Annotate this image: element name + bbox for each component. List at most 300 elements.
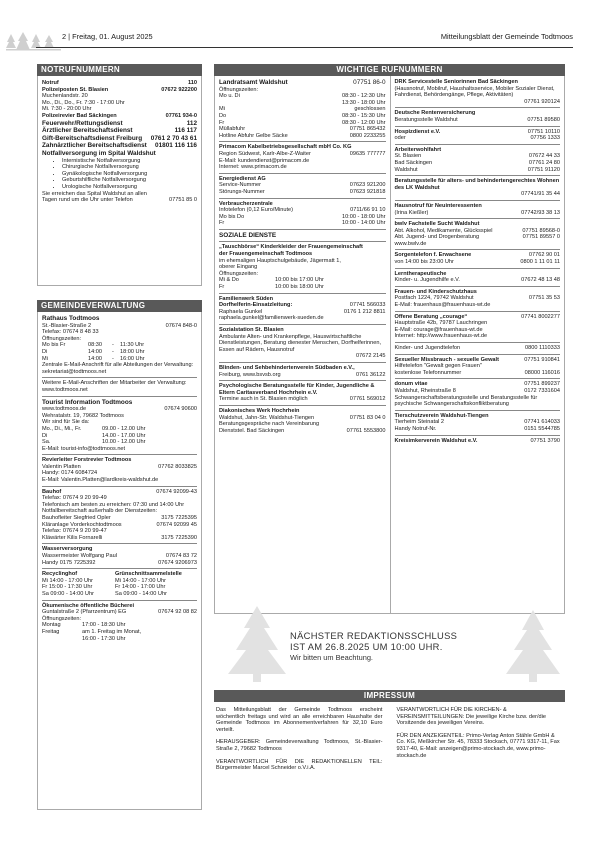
bauhof-contact-label: Telefax: 07674 9 20 99-47 [42, 528, 107, 535]
tauschboerse-location: im ehemaligen Hauptschulgebäude, Jägermatt 1, [219, 257, 341, 264]
rente-office: Beratungsstelle Waldshut [394, 116, 458, 123]
diakon-location: Waldshut, Jahn-Str. Waldshut-Tiengen [219, 414, 315, 421]
wichtige-left-column [215, 76, 390, 613]
primacom-web[interactable]: Internet: www.primacom.de [219, 164, 287, 171]
rathaus-hours-cell: 14:00 [88, 348, 102, 355]
bwlv-label: Abt. Jugend- und Drogenberatung [394, 234, 480, 241]
courage-phone[interactable]: 07741 8002277 [521, 313, 560, 320]
landratsamt-row [219, 93, 386, 100]
buecherei-hours-label: Öffnungszeiten: [42, 615, 82, 622]
spital-phone[interactable]: 07751 85 0 [169, 197, 197, 204]
notruf-row [42, 93, 197, 100]
energie-label: Störungs-Nummer [219, 188, 265, 195]
tourist-title: Tourist Information Todtmoos [42, 398, 133, 406]
rathaus-phone[interactable]: 07674 848-0 [165, 322, 197, 329]
tauschboerse-entrance: oberer Eingang [219, 264, 258, 271]
frauenhaus-email[interactable]: E-Mail: frauenhaus@frauenhaus-wt.de [394, 302, 491, 309]
rathaus-hours-cell: - [112, 355, 114, 362]
drk-text: (Hausnotruf, Mobilruf, Haushaltsservice, Mobiler Sozialer Dienst, Fahrdienst, Behördengänge, Pflege, Aktivitäten) [394, 85, 555, 99]
bauhof-contacts [42, 515, 197, 541]
verbraucher-contacts [219, 207, 386, 227]
notfall-list [42, 158, 197, 191]
sorgentelefon-phone-2[interactable]: 0800 1 11 01 11 [520, 259, 560, 266]
notruf-row [42, 150, 197, 158]
familienwerk-phone-2[interactable]: 0176 1 212 8811 [343, 308, 386, 315]
rathaus-hours-cell: 18:00 Uhr [120, 348, 145, 355]
gruenschnitt-hours: Fr 14:00 - 17:00 Uhr [115, 584, 166, 591]
sozialstation-text: Ambulante Alten- und Krankenpflege, Hauswirtschaftliche Dienstleistungen, Beratung dienester Menschen, Dorfhelferinnen, Essen auf Rädern, Hausnotruf [219, 333, 382, 353]
landratsamt-value: 13:30 - 18:00 Uhr [341, 99, 386, 106]
notruf-label: Zahnärztlicher Bereitschaftsdienst [42, 142, 147, 150]
awo-contacts [395, 153, 561, 173]
hospiz-phone-2[interactable]: 07756 1333 [530, 135, 560, 142]
energie-title: Energiedienst AG [219, 175, 266, 182]
landratsamt-value: geschlossen [354, 106, 386, 113]
page-header [0, 0, 595, 56]
landratsamt-title: Landratsamt Waldshut [219, 79, 288, 86]
tourist-hours-row [42, 433, 197, 440]
notruf-row [42, 80, 197, 87]
wasser-title: Wasserversorgung [42, 546, 93, 553]
familienwerk-title: Familienwerk Süden [219, 295, 274, 302]
bauhof-emergency-label: Notfallbereitschaft außerhalb der Dienstzeiten: [42, 508, 158, 515]
tauschboerse-hours-label: Öffnungszeiten: [219, 270, 259, 277]
impressum-right [397, 707, 564, 778]
buecherei-hours-row [42, 622, 197, 629]
redaktionsschluss-note: Wir bitten um Beachtung. [290, 653, 373, 662]
energie-contacts [219, 182, 386, 195]
rathaus-address: St.-Blasier-Straße 2 [42, 322, 92, 329]
notruf-label: Muchenlandstr. 20 [42, 93, 88, 100]
tauschboerse-hours-row [219, 284, 386, 291]
sorgentelefon-phone[interactable]: 07762 90 01 [528, 252, 560, 259]
impressum-paragraph: Das Mitteilungsblatt der Gemeinde Todtmoos erscheint wöchentlich freitags und wird an alle erreichbaren Haushalte der Gemeinde Todtmoos im Abonnementverfahren für 32,10 Euro verteilt. [216, 707, 383, 733]
notruf-row [42, 87, 197, 94]
notruf-body [37, 76, 202, 286]
buecherei-hours-day: Freitag [42, 628, 60, 635]
landratsamt-value[interactable]: 0800 2233255 [349, 132, 386, 139]
donum-phone-2[interactable]: 0172 7331604 [524, 387, 560, 394]
bauhof-contact-row [42, 535, 197, 542]
courage-web[interactable]: Internet: http://www.frauenhaus-wt.de [394, 333, 488, 340]
gruenschnitt-hours: Sa 09:00 - 14:00 Uhr [115, 590, 167, 597]
courage-email[interactable]: E-Mail: courage@frauenhaus-wt.de [394, 326, 483, 333]
bauhof-contact-row [42, 528, 197, 535]
rathaus-hours-cell: - [112, 348, 114, 355]
sozialstation-phone[interactable]: 07672 2145 [355, 353, 386, 360]
kreisimker-phone[interactable]: 07751 3790 [530, 437, 560, 444]
redaktionsschluss-notice [214, 604, 565, 684]
notruf-number[interactable]: 110 [187, 80, 197, 86]
tourist-web[interactable]: www.todtmoos.de [42, 406, 87, 413]
notruf-label: Notfallversorgung im Spital Waldshut [42, 149, 156, 157]
diakon-note: Beratungsgespräche nach Vereinbarung [219, 421, 320, 428]
tourist-hours-time: 14.00 - 17.00 Uhr [102, 432, 146, 439]
kinder-telefon-label: Kinder- und Jugendtelefon [394, 345, 461, 351]
tourist-hours-day: Di [42, 432, 48, 439]
buecherei-phone[interactable]: 07674 92 08 82 [158, 609, 197, 616]
rathaus-hours-cell: 08:30 [88, 342, 102, 349]
publication-title: Mitteilungsblatt der Gemeinde Todtmoos [440, 32, 573, 41]
redaktionsschluss-title: NÄCHSTER REDAKTIONSSCHLUSS [290, 630, 458, 641]
bwlv-row [395, 234, 561, 241]
page-number-date: 2 | Freitag, 01. August 2025 [62, 32, 153, 41]
hospiz-or: oder [394, 135, 406, 142]
notruf-section [37, 64, 202, 286]
buecherei-hours-day: Montag [42, 622, 61, 629]
verbraucher-label: Fr [219, 220, 225, 227]
recycling-title: Recyclinghof [42, 571, 78, 578]
notfall-list-item: • Gynäkologische Notfallversorgung [62, 171, 197, 178]
tierschutz-row [395, 419, 561, 426]
rathaus-hours-cell: 16:00 Uhr [120, 355, 145, 362]
rathaus-title: Rathaus Todtmoos [42, 315, 100, 322]
impressum-title: IMPRESSUM [214, 690, 565, 702]
bauhof-contact-value[interactable]: 3175 7225395 [161, 515, 197, 522]
drk-title: DRK Servicestelle Seniorinnen Bad Säckingen [394, 79, 518, 85]
kinder-telefon-phone[interactable]: 0800 1110333 [525, 345, 560, 351]
hausnotruf-phone[interactable]: 07742/93 38 13 [521, 209, 560, 216]
notruf-number[interactable]: 07761 934-0 [165, 112, 197, 119]
landratsamt-value: 08:30 - 12:00 Uhr [341, 119, 386, 126]
rathaus-hours-cell: Di [42, 348, 48, 355]
notruf-row [42, 135, 197, 143]
wichtige-rufnummern-section [214, 64, 565, 614]
spital-footer [42, 191, 197, 204]
notruf-label: Gift-Bereitschaftsdienst Freiburg [42, 134, 143, 142]
awo-label: Bad Säckingen [394, 159, 433, 166]
spital-footer-text: Sie erreichen das Spital Waldshut an allen Tagen rund um die Uhr unter Telefon [42, 190, 147, 204]
tierschutz-label: Handy Notruf-Nr. [394, 425, 437, 432]
verbraucher-value: 10:00 - 14:00 Uhr [341, 220, 386, 227]
landratsamt-label: Müllabfuhr [219, 126, 246, 133]
bwlv-row [395, 228, 561, 235]
verbraucher-value: 10:00 - 18:00 Uhr [341, 213, 386, 220]
verbraucher-row [219, 207, 386, 214]
notruf-row [42, 100, 197, 107]
forst-name: Valentin Platten [42, 463, 81, 470]
missbrauch-phone-2[interactable]: 08000 116016 [524, 369, 560, 376]
landratsamt-row [219, 106, 386, 113]
forst-phone[interactable]: 07762 8033825 [158, 463, 197, 470]
psych-note: Termine auch in St. Blasien möglich [219, 396, 308, 403]
bwlv-contacts [395, 228, 561, 241]
lern-name: Kinder- u. Jugendhilfe e.V. [394, 277, 460, 284]
frauenhaus-title: Frauen- und Kinderschutzhaus [394, 288, 477, 295]
drk-phone[interactable]: 07761 920124 [524, 98, 560, 105]
wasser-phone[interactable]: 07674 83 72 [165, 553, 197, 559]
sorgentelefon-title: Sorgentelefon f. Erwachsene [394, 252, 472, 259]
rente-title: Deutsche Rentenversicherung [394, 110, 476, 117]
tierschutz-value[interactable]: 07741 614033 [524, 419, 560, 426]
bauhof-phone[interactable]: 07674 92099-43 [156, 488, 197, 495]
bwlv-value[interactable]: 07751 89557 0 [522, 234, 560, 241]
rathaus-email-main: Zentrale E-Mail-Anschrift für alle Abteilungen der Verwaltung: sekretariat@todtmoos.net [42, 362, 194, 375]
tierschutz-row [395, 426, 561, 433]
notruf-number[interactable]: 112 [186, 119, 197, 127]
notruf-label: Polizeirevier Bad Säckingen [42, 112, 117, 119]
diakon-title: Diakonisches Werk Hochrhein [219, 407, 300, 414]
notfall-list-item: • Geburtshilfliche Notfallversorgung [62, 177, 197, 184]
lern-title: Lerntherapeutische [394, 270, 447, 277]
blinden-phone[interactable]: 0761 36122 [355, 371, 386, 378]
impressum-paragraph: VERANTWORTLICH FÜR DIE KIRCHEN- & VEREINSMITTEILUNGEN: Die jeweilige Kirche bzw. der/die Vorsitzende des jeweiligen Vereins. [396, 707, 547, 727]
landratsamt-row [219, 126, 386, 133]
wasser-mobile: Handy 0175 7225392 [42, 559, 96, 566]
familienwerk-phone[interactable]: 07741 566033 [349, 302, 386, 309]
verbraucher-row [219, 214, 386, 221]
landratsamt-row [219, 133, 386, 140]
beratung-phone[interactable]: 07741/91 35 44 [521, 191, 560, 198]
bauhof-contact-value[interactable]: 07674 92099 45 [156, 521, 197, 528]
bwlv-value[interactable]: 07751 89568-0 [522, 227, 560, 234]
landratsamt-phone[interactable]: 07751 86-0 [353, 79, 386, 86]
notruf-number[interactable]: 01801 116 116 [155, 142, 197, 150]
notruf-row [42, 127, 197, 135]
donum-phone[interactable]: 07751 899237 [524, 381, 560, 388]
wichtige-right-column [390, 76, 565, 613]
rathaus-fax: Telefax: 07674 8 48 33 [42, 329, 99, 336]
rathaus-hours-cell: 14:00 [88, 355, 102, 362]
frauenhaus-phone[interactable]: 07751 35 53 [528, 295, 560, 302]
familienwerk-subtitle: Dorfhelferin-Einsatzleitung: [219, 302, 293, 309]
forst-email[interactable]: E-Mail: Valentin.Platten@lardkreis-waldshut.de [42, 477, 159, 484]
gruenschnitt-title: Grünschnittsammelstelle [115, 571, 182, 578]
familienwerk-email[interactable]: raphaela.gunkel@familienwerk-sueden.de [219, 315, 324, 322]
missbrauch-free-label: kostenlose Telefonnummer [394, 369, 462, 376]
tourist-hours-day: Mo., Di., Mi., Fr. [42, 425, 82, 432]
landratsamt-label: Mi [219, 106, 225, 113]
rente-phone[interactable]: 07751 89580 [527, 116, 560, 123]
buecherei-hours-day [42, 636, 82, 643]
landratsamt-value[interactable]: 07751 865432 [349, 126, 386, 133]
notruf-title: NOTRUFNUMMERN [37, 64, 202, 76]
bauhof-contact-label: Kläranlage Vorderkochtodtmoos [42, 521, 122, 528]
gemeinde-section [37, 300, 202, 810]
sozialstation-title: Sozialstation St. Blasien [219, 327, 284, 333]
awo-value[interactable]: 07761 24 80 [528, 159, 560, 166]
bauhof-contact-value[interactable]: 3175 7225390 [161, 534, 197, 541]
tauschboerse-hours-row [219, 277, 386, 284]
tierschutz-value[interactable]: 0151 5544785 [524, 425, 560, 432]
awo-value[interactable]: 07672 44 33 [528, 153, 560, 160]
tierschutz-title: Tierschutzverein Waldshut-Tiengen [394, 412, 489, 419]
donum-text: Schwangerschaftsberatungsstelle und Beratungsstelle für psychische Schwangerschaftskonfliktberatung [394, 394, 538, 408]
landratsamt-row [219, 120, 386, 127]
wichtige-title: WICHTIGE RUFNUMMERN [214, 64, 565, 76]
notruf-row [42, 113, 197, 120]
verbraucher-title: Verbraucherzentrale [219, 200, 273, 207]
notruf-row [42, 106, 197, 113]
wasser-name: Wassermeister Wolfgang Paul [42, 553, 117, 559]
landratsamt-hours-label: Öffnungszeiten: [219, 86, 259, 93]
recycling-hours [42, 578, 197, 598]
tauschboerse-hours-time: 10:00 bis 17:00 Uhr [275, 277, 324, 284]
energie-row [219, 182, 386, 189]
diakon-phone[interactable]: 07751 83 04 0 [349, 414, 386, 421]
donum-title: donum vitae [394, 381, 428, 388]
buecherei-hours-time: 16:00 - 17:30 Uhr [82, 635, 126, 642]
psych-title: Psychologische Beratungsstelle für Kinder, Jugendliche & Eltern Caritasverband Hochrhein e.V. [219, 383, 375, 396]
diakon-office: Dienststel. Bad Säckingen [219, 427, 285, 434]
rathaus-hours-cell: 11:30 Uhr [120, 342, 145, 349]
fir-trees-logo-icon [6, 32, 61, 52]
tourist-hours-time: 09.00 - 12.00 Uhr [102, 425, 146, 432]
bwlv-title: bwlv Fachstelle Sucht Waldshut [394, 221, 480, 228]
landratsamt-label: Mo u. Di [219, 93, 240, 100]
bauhof-contact-row [42, 515, 197, 522]
recycling-hours-row [42, 578, 197, 585]
soziale-dienste-title: SOZIALE DIENSTE [219, 231, 277, 239]
landratsamt-value: 08:30 - 12:30 Uhr [341, 93, 386, 100]
rathaus-hours-cell: Mo bis Fr [42, 342, 66, 349]
landratsamt-label: Hotline Abfuhr Gelbe Säcke [219, 132, 288, 139]
notruf-number[interactable]: 07672 922200 [161, 86, 197, 93]
gruenschnitt-hours: Mi 14:00 - 17:00 Uhr [115, 577, 166, 584]
verbraucher-value[interactable]: 0711/66 91 10 [350, 207, 386, 214]
header-divider [36, 47, 573, 48]
bauhof-hint: Telefonisch am besten zu erreichen: 07:30 und 14:00 Uhr [42, 501, 185, 508]
impressum-left [216, 707, 383, 778]
verbraucher-row [219, 220, 386, 227]
rathaus-hours [42, 342, 197, 362]
buecherei-hours [42, 622, 197, 642]
rathaus-hours-label: Öffnungszeiten: [42, 335, 82, 342]
primacom-email[interactable]: E-Mail: kundendienst@primacom.de [219, 157, 310, 164]
rathaus-hours-row [42, 356, 197, 363]
verbraucher-label: Infotelefon (0,12 Euro/Minute) [219, 207, 294, 214]
hospiz-phone[interactable]: 07751 10110 [527, 128, 560, 135]
landratsamt-value: 08:30 - 15:30 Uhr [341, 112, 386, 119]
lern-phone[interactable]: 07672 48 13 48 [521, 277, 560, 284]
buecherei-hours-time: 17:00 - 18:30 Uhr [82, 622, 126, 629]
impressum-section [214, 690, 565, 783]
forst-title: Revierleiter Forstrevier Todtmoos [42, 457, 132, 464]
recycling-hours: Sa 09:00 - 14:00 Uhr [42, 590, 94, 597]
familienwerk-contact: Raphaela Gunkel [219, 308, 263, 315]
tourist-address: Wehratalstr. 19, 79682 Todtmoos [42, 412, 124, 419]
tourist-email[interactable]: E-Mail: tourist-info@todtmoos.net [42, 445, 126, 452]
awo-value[interactable]: 07751 91120 [527, 166, 560, 173]
energie-row [219, 189, 386, 196]
tourist-hours-row [42, 426, 197, 433]
notruf-number[interactable]: 0761 2 70 43 61 [150, 134, 197, 142]
sorgentelefon-hours: von 14:00 bis 23:00 Uhr [394, 259, 454, 266]
notruf-label: Polizeiposten St. Blasien [42, 86, 109, 93]
fir-tree-icon [502, 604, 564, 684]
wasser-phone-2[interactable]: 07674 9206973 [158, 559, 197, 566]
hausnotruf-contact: (Irina Kießler) [394, 209, 429, 216]
hospiz-title: Hospizdienst e.V. [394, 128, 441, 135]
notruf-label: Mo., Di., Do., Fr. 7:30 - 17:00 Uhr [42, 99, 125, 106]
psych-phone[interactable]: 07761 569012 [349, 396, 386, 403]
rathaus-hours-row [42, 349, 197, 356]
tauschboerse-title: „Tauschbörse“ Kinderkleider der Frauengemeinschaft [219, 244, 363, 251]
awo-row [395, 153, 561, 160]
recycling-hours-row [42, 591, 197, 598]
landratsamt-label: Do [219, 112, 227, 119]
energie-value[interactable]: 07623 921200 [349, 182, 386, 189]
buecherei-title: Ökumenische öffentliche Bücherei [42, 602, 135, 609]
awo-label: St. Blasien [394, 153, 422, 160]
tauschboerse-hours [219, 277, 386, 290]
fir-tree-icon [222, 604, 292, 684]
primacom-title: Primacom Kabelbetriebsgesellschaft mbH Co. KG [219, 144, 352, 151]
missbrauch-title: Sexueller Missbrauch - sexuelle Gewalt [394, 356, 499, 363]
notfall-list-item: • Internistische Notfallversorgung [62, 158, 197, 165]
notruf-row [42, 142, 197, 150]
landratsamt-label: Fr [219, 119, 225, 126]
tourist-hours-row [42, 439, 197, 446]
courage-address: Hauptstraße 42b, 79787 Lauchringen [394, 320, 488, 327]
notfall-list-item: • Chirurgische Notfallversorgung [62, 164, 197, 171]
tierschutz-label: Tierheim Steinatal 2 [394, 419, 445, 426]
impressum-paragraph: FÜR DEN ANZEIGENTEIL: Primo-Verlag Anton Stähle GmbH & Co. KG, Meßkircher Str. 45, 78333 Stockach, 07771 9317-11, Fax 9317-40, E-Mail: anzeigen@primo-stockach.de, www.primo-stockach.de [396, 732, 560, 759]
buecherei-address: Guntalstraße 2 (Pfarrzentrum) EG [42, 609, 127, 616]
tourist-availability: Wir sind für Sie da: [42, 419, 90, 426]
notruf-label: Feuerwehr/Rettungsdienst [42, 119, 123, 127]
bwlv-label: Abt. Alkohol, Medikamente, Glücksspiel [394, 227, 493, 234]
gemeinde-title: GEMEINDEVERWALTUNG [37, 300, 202, 312]
buecherei-hours-time: am 1. Freitag im Monat, [82, 628, 142, 635]
bwlv-web[interactable]: www.bwlv.de [394, 240, 427, 247]
missbrauch-phone[interactable]: 07751 910841 [524, 356, 560, 363]
recycling-hours: Mi 14:00 - 17:00 Uhr [42, 577, 93, 584]
tourist-hours-day: Sa. [42, 439, 51, 446]
blinden-title: Blinden- und Sehbehindertenverein Südbaden e.V., [219, 364, 355, 371]
primacom-phone[interactable]: 09635 777777 [349, 150, 386, 157]
rathaus-email-staff: Weitere E-Mail-Anschriften der Mitarbeiter der Verwaltung: www.todtmoos.net [42, 380, 187, 393]
landratsamt-hours [219, 93, 386, 139]
blinden-web[interactable]: Freiburg, www.bsvsb.org [219, 371, 281, 378]
notruf-number[interactable]: 116 117 [174, 127, 197, 135]
impressum-paragraph: HERAUSGEBER: Gemeindeverwaltung Todtmoos, St.-Blasier-Straße 2, 79682 Todtmoos [216, 739, 383, 752]
notruf-label: Ärztlicher Bereitschaftsdienst [42, 127, 133, 135]
missbrauch-hotline: Hilfetelefon "Gewalt gegen Frauen" [394, 363, 482, 370]
tourist-hours-time: 10.00 - 12.00 Uhr [102, 439, 146, 446]
buecherei-hours-row [42, 629, 197, 636]
energie-value[interactable]: 07623 921818 [349, 188, 386, 195]
courage-title: Offene Beratung „courage“ [394, 313, 468, 320]
tauschboerse-hours-day: Mi & Do [219, 277, 239, 284]
kreisimker-title: Kreisimkerverein Waldshut e.V. [394, 437, 478, 444]
tauschboerse-subtitle: der Frauengemeinschaft Todtmoos [219, 251, 313, 258]
awo-label: Waldshut [394, 166, 418, 173]
gemeinde-body [37, 312, 202, 810]
notruf-label: Mi. 7:30 - 20:00 Uhr [42, 106, 92, 113]
notfall-list-item: • Urologische Notfallversorgung [62, 184, 197, 191]
bauhof-contact-label: Kläwärter Kilis Fornarelli [42, 534, 103, 541]
bauhof-contact-row [42, 522, 197, 529]
bauhof-title: Bauhof [42, 488, 62, 495]
recycling-hours: Fr 15:00 - 17:30 Uhr [42, 584, 93, 591]
rathaus-hours-row [42, 342, 197, 349]
awo-title: Arbeiterwohlfahrt [394, 146, 442, 153]
energie-label: Service-Nummer [219, 182, 261, 189]
awo-row [395, 167, 561, 174]
diakon-phone-2[interactable]: 07761 5553800 [346, 427, 386, 434]
forst-mobile: Handy: 0174 6084724 [42, 470, 98, 477]
rathaus-hours-cell: Mi [42, 355, 48, 362]
tauschboerse-hours-day: Fr [219, 284, 225, 291]
tauschboerse-hours-time: 10:00 bis 18:00 Uhr [275, 284, 324, 291]
notruf-label: Notruf [42, 80, 59, 86]
bauhof-fax: Telefax: 07674 9 20 99-49 [42, 495, 107, 502]
tourist-hours [42, 426, 197, 446]
tourist-phone[interactable]: 07674 90600 [164, 406, 197, 413]
recycling-hours-row [42, 584, 197, 591]
beratung-title: Beratungsstelle für alters- und behindertengerechtes Wohnen des LK Waldshut [394, 178, 560, 191]
